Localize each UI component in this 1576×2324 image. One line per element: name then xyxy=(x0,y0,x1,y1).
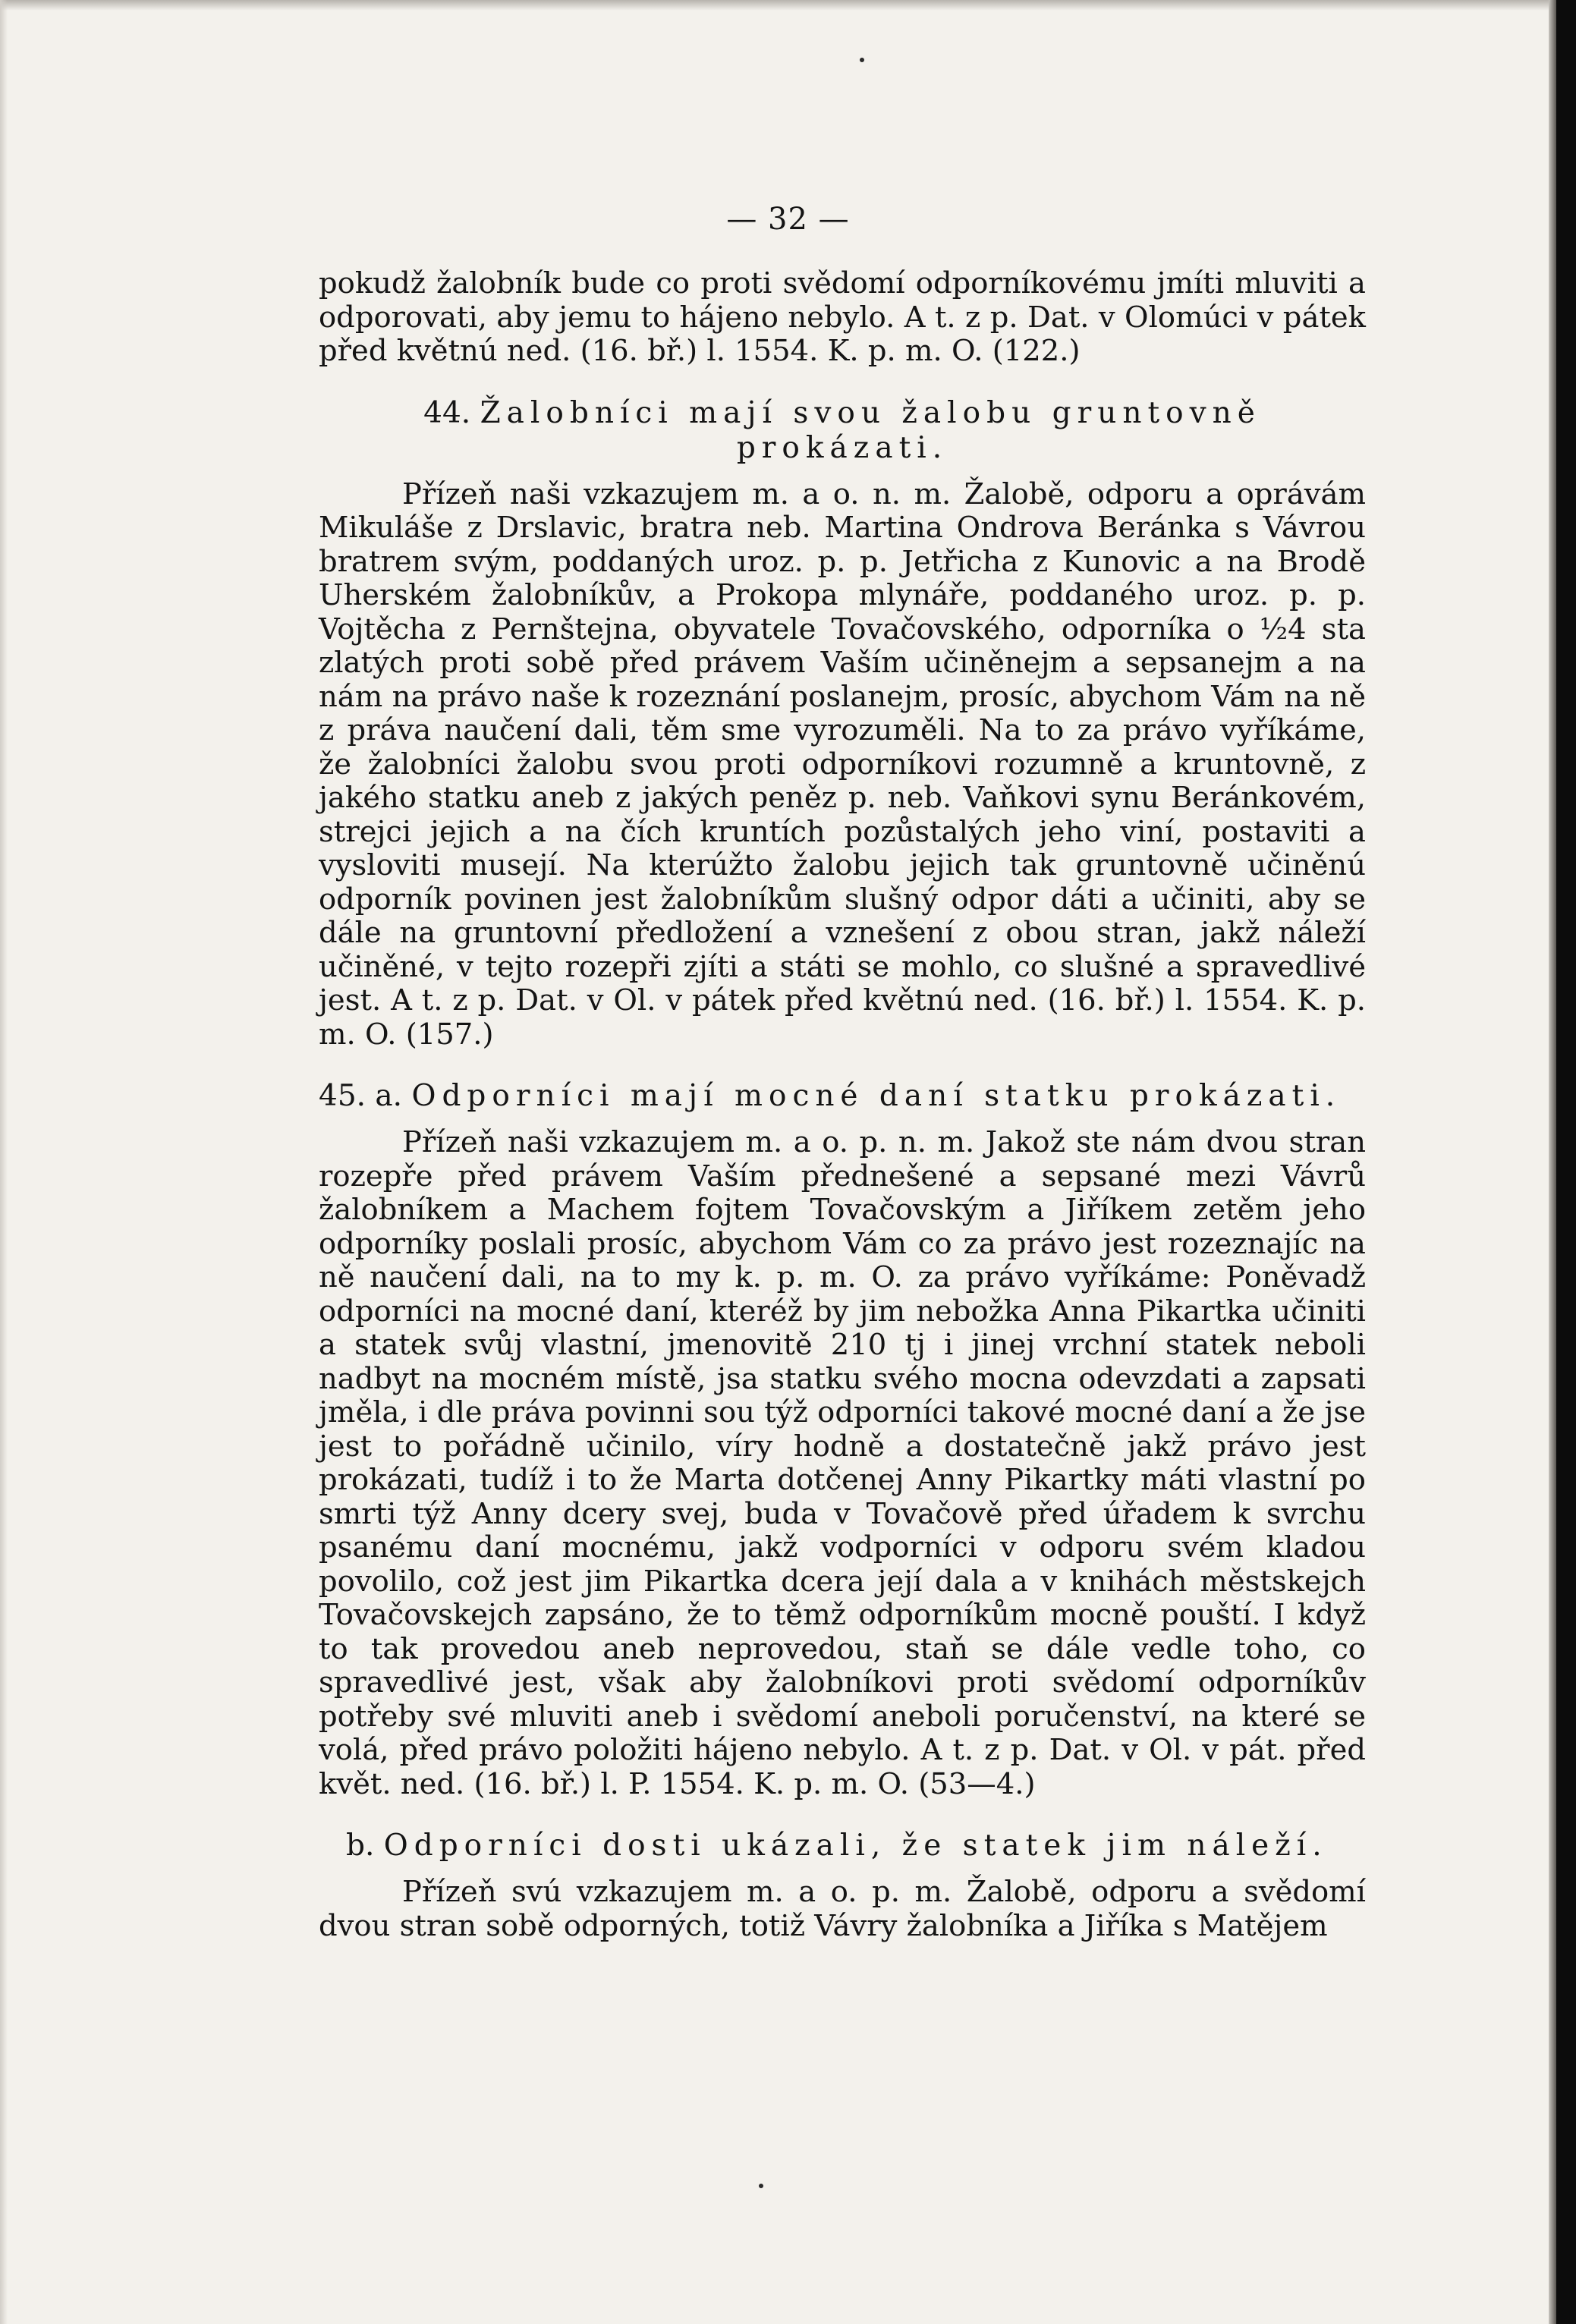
section-45b-heading xyxy=(319,1829,1366,1863)
scan-right-border xyxy=(1556,0,1576,2324)
paper-speck xyxy=(759,2184,763,2188)
section-44-heading xyxy=(319,396,1366,466)
section-44-title: Žalobníci mají svou žalobu gruntovně prokázati. xyxy=(480,395,1261,465)
section-45b-body: Přízeň svú vzkazujem m. a o. p. m. Žalobě, odporu a svědomí dvou stran sobě odporných, totiž Vávry žalobníka a Jiříka s Matějem xyxy=(319,1875,1366,1943)
section-45b-title: Odporníci dosti ukázali, že statek jim náleží. xyxy=(383,1829,1328,1863)
scan-page-edge-shadow xyxy=(1549,0,1556,2324)
section-45a-title: Odporníci mají mocné daní statku prokázati. xyxy=(411,1079,1342,1113)
document-body xyxy=(319,267,1366,1943)
scan-top-edge xyxy=(0,0,1576,11)
section-45a-heading xyxy=(319,1079,1366,1114)
scan-left-edge xyxy=(0,0,8,2324)
page-number: — 32 — xyxy=(726,202,850,237)
section-44-body: Přízeň naši vzkazujem m. a o. n. m. Žalobě, odporu a oprávám Mikuláše z Drslavic, bratra neb. Martina Ondrova Beránka s Vávrou bratrem svým, poddaných uroz. p. p. Jetřicha z Kunovic a na Brodě Uherském žalobníkův, a Prokopa mlynáře, poddaného uroz. p. p. Vojtěcha z Pernštejna, obyvatele Tovačovského, odporníka o ½4 sta zlatých proti sobě před právem Vaším učiněnejm a sepsanejm a na nám na právo naše k rozeznání poslanejm, prosíc, abychom Vám na ně z práva naučení dali, těm sme vyrozuměli. Na to za právo vyříkáme, že žalobníci žalobu svou proti odporníkovi rozumně a kruntovně, z jakého statku aneb z jakých peněz p. neb. Vaňkovi synu Beránkovém, strejci jejich a na čích kruntích pozůstalých jeho viní, postaviti a vysloviti musejí. Na kterúžto žalobu jejich tak gruntovně učiněnú odporník povinen jest žalobníkům slušný odpor dáti a učiniti, aby se dále na gruntovní předložení a vznešení z obou stran, jakž náleží učiněné, v tejto rozepři zjíti a státi se mohlo, co slušné a spravedlivé jest. A t. z p. Dat. v Ol. v pátek před květnú ned. (16. bř.) l. 1554. K. p. m. O. (157.) xyxy=(319,476,1366,1052)
section-44-number: 44. xyxy=(423,395,471,430)
paper-speck xyxy=(860,58,864,62)
continuation-paragraph: pokudž žalobník bude co proti svědomí odporníkovému jmíti mluviti a odporovati, aby jemu to hájeno nebylo. A t. z p. Dat. v Olomúci v pátek před květnú ned. (16. bř.) l. 1554. K. p. m. O. (122.) xyxy=(319,266,1366,368)
section-45b-number: b. xyxy=(346,1829,375,1863)
section-45a-number: 45. a. xyxy=(319,1079,403,1113)
section-45a-body: Přízeň naši vzkazujem m. a o. p. n. m. Jakož ste nám dvou stran rozepře před právem Vaším přednešené a sepsané mezi Vávrů žalobníkem a Machem fojtem Tovačovským a Jiříkem zetěm jeho odporníky poslali prosíc, abychom Vám co za právo jest rozeznajíc na ně naučení dali, na to my k. p. m. O. za právo vyříkáme: Poněvadž odporníci na mocné daní, kteréž by jim nebožka Anna Pikartka učiniti a statek svůj vlastní, jmenovitě 210 tj i jinej vrchní statek neboli nadbyt na mocném místě, jsa statku svého mocna odevzdati a zapsati jměla, i dle práva povinni sou týž odporníci takové mocné daní a že jse jest to pořádně učinilo, víry hodně a dostatečně jakž právo jest prokázati, tudíž i to že Marta dotčenej Anny Pikartky máti vlastní po smrti týž Anny dcery svej, buda v Tovačově před úřadem k svrchu psanému daní mocnému, jakž vodporníci v odporu svém kladou povolilo, což jest jim Pikartka dcera její dala a v knihách městskejch Tovačovskejch zapsáno, že to těmž odporníkům mocně pouští. I když to tak provedou aneb neprovedou, staň se dále vedle toho, co spravedlivé jest, však aby žalobníkovi proti svědomí odporníkův potřeby své mluviti aneb i svědomí aneboli poručenství, na které se volá, před právo položiti hájeno nebylo. A t. z p. Dat. v Ol. v pát. před květ. ned. (16. bř.) l. P. 1554. K. p. m. O. (53—4.) xyxy=(319,1125,1366,1801)
